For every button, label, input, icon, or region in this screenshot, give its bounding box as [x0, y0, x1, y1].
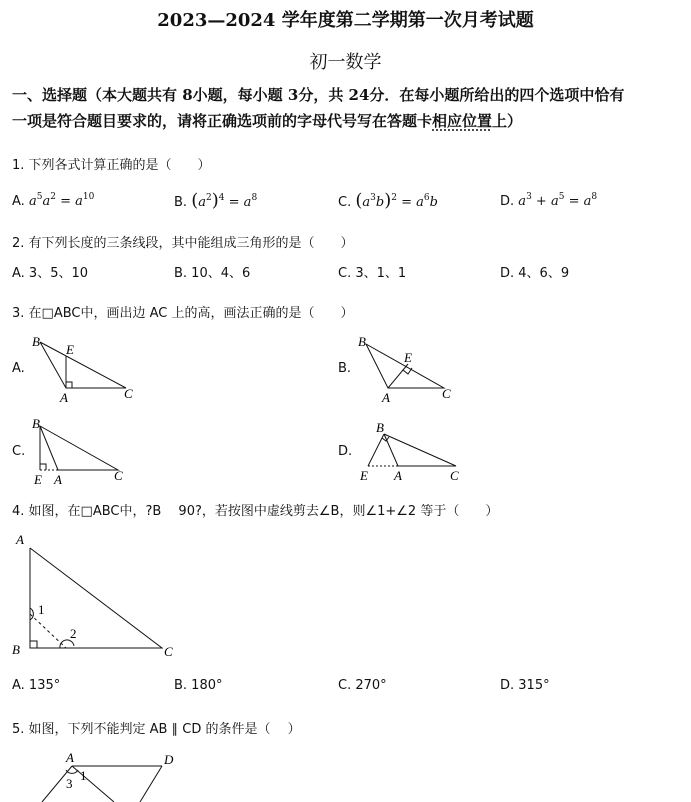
svg-text:E: E — [34, 472, 42, 486]
svg-text:A: A — [16, 532, 24, 547]
svg-text:C: C — [164, 644, 173, 659]
q3-option-d-label: D. — [338, 444, 353, 459]
svg-text:E: E — [66, 342, 74, 357]
svg-text:1: 1 — [80, 768, 87, 783]
question-5-stem: 5. 如图，下列不能判定 AB ∥ CD 的条件是（ ） — [12, 722, 301, 737]
q4-figure — [6, 530, 196, 666]
q3-figure-d — [352, 414, 472, 486]
q3-figure-b — [352, 332, 462, 404]
q4-option-c: C. 270° — [338, 678, 387, 693]
svg-text:D: D — [164, 752, 174, 767]
q1-option-b: B. $(a^2)^4 = a^8$ — [174, 190, 258, 211]
svg-text:C: C — [114, 468, 123, 483]
q3-figure-a — [28, 332, 148, 404]
svg-text:B: B — [358, 334, 366, 349]
q3-option-a-label: A. — [12, 361, 25, 376]
q2-option-c: C. 3、1、1 — [338, 266, 407, 281]
svg-text:A: A — [394, 468, 402, 483]
q1-option-d: D. $a^3 + a^5 = a^8$ — [500, 192, 598, 209]
svg-text:E: E — [404, 350, 412, 365]
svg-text:2: 2 — [70, 626, 77, 641]
q2-option-b: B. 10、4、6 — [174, 266, 251, 281]
svg-text:E: E — [360, 468, 368, 483]
svg-text:C: C — [450, 468, 459, 483]
svg-text:B: B — [376, 420, 384, 435]
q4-option-d: D. 315° — [500, 678, 550, 693]
q1-option-a: A. $a^5a^2 = a^{10}$ — [12, 192, 95, 209]
q3-option-b-label: B. — [338, 361, 352, 376]
q4-option-b: B. 180° — [174, 678, 223, 693]
q3-figure-c — [28, 414, 148, 486]
emphasis-dotted-text: 相应位置 — [432, 112, 493, 130]
question-4-stem: 4. 如图，在□ABC中，?B 90?，若按图中虚线剪去∠B，则∠1+∠2 等于（ ） — [12, 504, 499, 519]
q1-option-c: C. $(a^3b)^2 = a^6b$ — [338, 190, 438, 211]
question-3-stem: 3. 在□ABC中，画出边 AC 上的高，画法正确的是（ ） — [12, 306, 354, 321]
q4-option-a: A. 135° — [12, 678, 61, 693]
svg-text:3: 3 — [66, 776, 73, 791]
svg-text:1: 1 — [38, 602, 45, 617]
q2-option-d: D. 4、6、9 — [500, 266, 570, 281]
q3-option-c-label: C. — [12, 444, 26, 459]
svg-text:B: B — [12, 642, 20, 657]
svg-text:A: A — [66, 750, 74, 765]
question-1-stem: 1. 下列各式计算正确的是（ ） — [12, 158, 211, 173]
section-heading-line2: 一项是符合题目要求的，请将正确选项前的字母代号写在答题卡相应位置上） — [12, 112, 523, 130]
exam-title: 2023—2024 学年度第二学期第一次月考试题 — [157, 10, 534, 31]
q2-option-a: A. 3、5、10 — [12, 266, 89, 281]
svg-text:A: A — [54, 472, 62, 486]
svg-text:C: C — [124, 386, 133, 401]
svg-text:A: A — [60, 390, 68, 404]
q5-figure — [30, 746, 200, 802]
svg-text:B: B — [32, 416, 40, 431]
section-heading-line1: 一、选择题（本大题共有 8小题，每小题 3分，共 24分．在每小题所给出的四个选项中恰有 — [12, 86, 625, 104]
svg-text:A: A — [382, 390, 390, 404]
svg-text:B: B — [32, 334, 40, 349]
question-2-stem: 2. 有下列长度的三条线段，其中能组成三角形的是（ ） — [12, 236, 354, 251]
svg-text:C: C — [442, 386, 451, 401]
exam-subject: 初一数学 — [309, 52, 382, 73]
